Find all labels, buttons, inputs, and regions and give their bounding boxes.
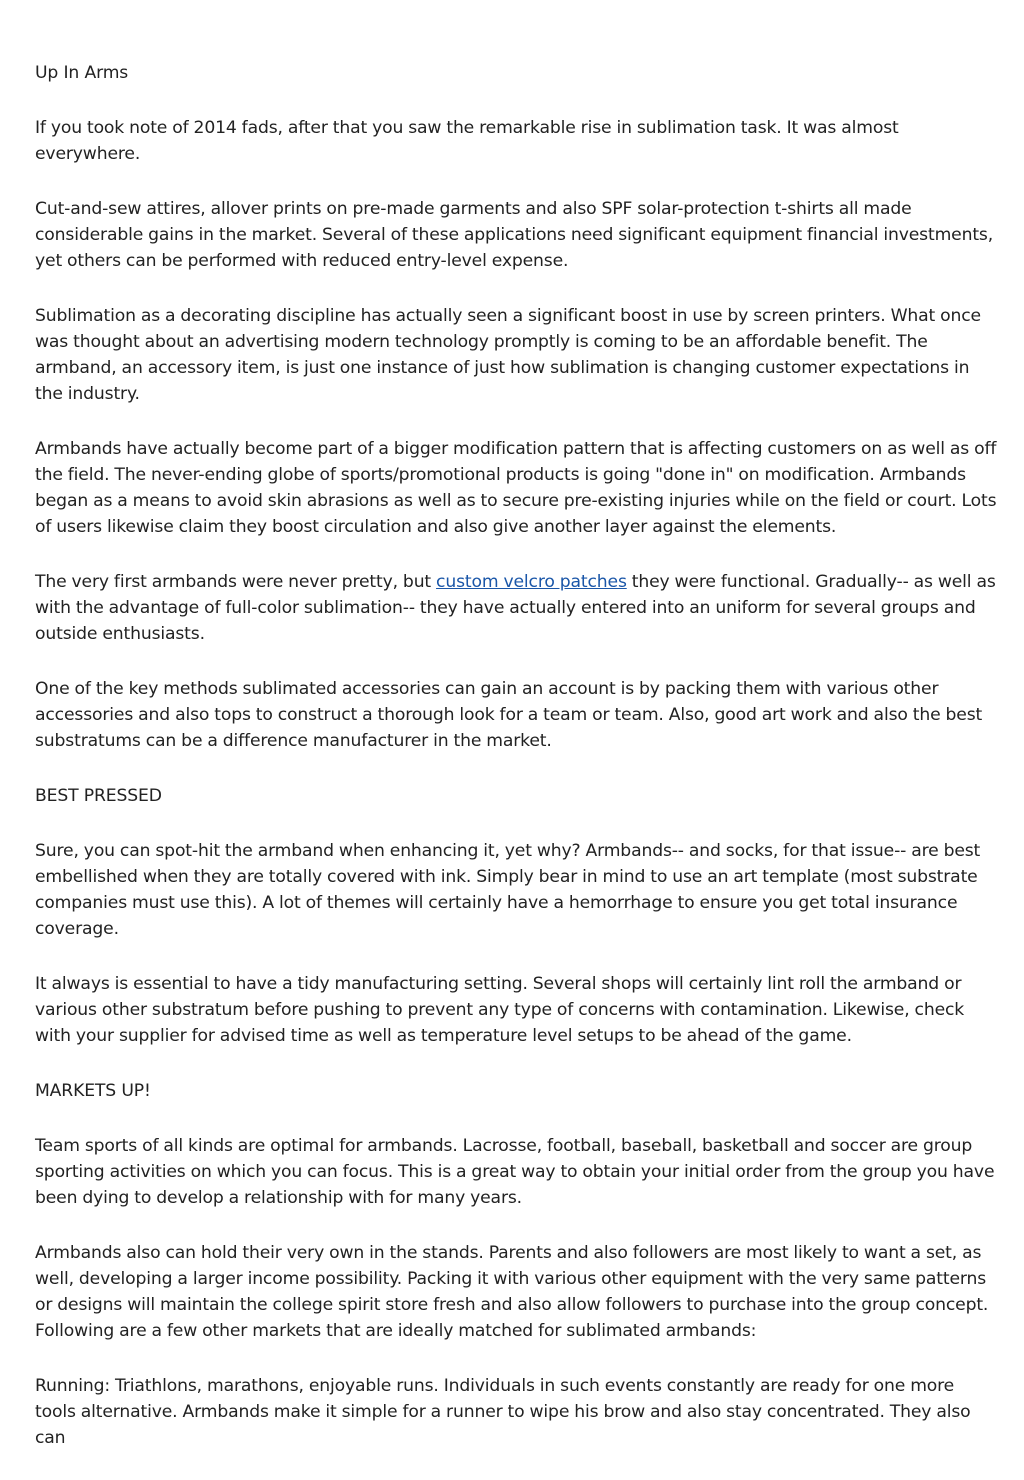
- paragraph-spot-hit: Sure, you can spot-hit the armband when enhancing it, yet why? Armbands-- and socks, for that issue-- are best embellished when they are totally covered with ink. Simply bear in mind to use an art template (most substrate companies must use this). A lot of themes will certainly have a hemorrhage to ensure you get total insurance coverage.: [35, 841, 981, 939]
- paragraph-text-before-link: The very first armbands were never pretty, but: [35, 572, 437, 592]
- paragraph-intro: If you took note of 2014 fads, after that you saw the remarkable rise in sublimation task. It was almost everywhere.: [35, 118, 899, 164]
- paragraph-text-after-link: they were functional. Gradually-- as well as with the advantage of full-color sublimation-- they have actually entered into an uniform for several groups and outside enthusiasts.: [35, 572, 996, 644]
- paragraph-cut-and-sew: Cut-and-sew attires, allover prints on pre-made garments and also SPF solar-protection t-shirts all made considerable gains in the market. Several of these applications need significant equipment financial investments, yet others can be performed with reduced entry-level expense.: [35, 199, 994, 271]
- paragraph-sublimation: Sublimation as a decorating discipline has actually seen a significant boost in use by screen printers. What once was thought about an advertising modern technology promptly is coming to be an affordable benefit. The armband, an accessory item, is just one instance of just how sublimation is changing customer expectations in the industry.: [35, 306, 981, 404]
- paragraph-armbands-modification: Armbands have actually become part of a bigger modification pattern that is affecting customers on as well as off the field. The never-ending globe of sports/promotional products is going "done in" on modification. Armbands began as a means to avoid skin abrasions as well as to secure pre-existing injuries while on the field or court. Lots of users likewise claim they boost circulation and also give another layer against the elements.: [35, 439, 997, 537]
- document-title: Up In Arms: [35, 63, 129, 83]
- document-body: [35, 60, 997, 1480]
- section-heading-markets-up: MARKETS UP!: [35, 1081, 151, 1101]
- paragraph-first-armbands: [35, 569, 997, 647]
- paragraph-packing-accessories: One of the key methods sublimated accessories can gain an account is by packing them with various other accessories and also tops to construct a thorough look for a team or team. Also, good art work and also the best substratums can be a difference manufacturer in the market.: [35, 679, 983, 751]
- paragraph-team-sports: Team sports of all kinds are optimal for armbands. Lacrosse, football, baseball, basketball and soccer are group sporting activities on which you can focus. This is a great way to obtain your initial order from the group you have been dying to develop a relationship with for many years.: [35, 1136, 995, 1208]
- paragraph-running: Running: Triathlons, marathons, enjoyable runs. Individuals in such events constantly are ready for one more tools alternative. Armbands make it simple for a runner to wipe his brow and also stay concentrated. They also can: [35, 1376, 971, 1448]
- paragraph-tidy-setting: It always is essential to have a tidy manufacturing setting. Several shops will certainly lint roll the armband or various other substratum before pushing to prevent any type of concerns with contamination. Likewise, check with your supplier for advised time as well as temperature level setups to be ahead of the game.: [35, 974, 965, 1046]
- section-heading-best-pressed: BEST PRESSED: [35, 786, 162, 806]
- paragraph-stands: Armbands also can hold their very own in the stands. Parents and also followers are most likely to want a set, as well, developing a larger income possibility. Packing it with various other equipment with the very same patterns or designs will maintain the college spirit store fresh and also allow followers to purchase into the group concept. Following are a few other markets that are ideally matched for sublimated armbands:: [35, 1243, 989, 1341]
- custom-velcro-patches-link[interactable]: custom velcro patches: [436, 572, 627, 592]
